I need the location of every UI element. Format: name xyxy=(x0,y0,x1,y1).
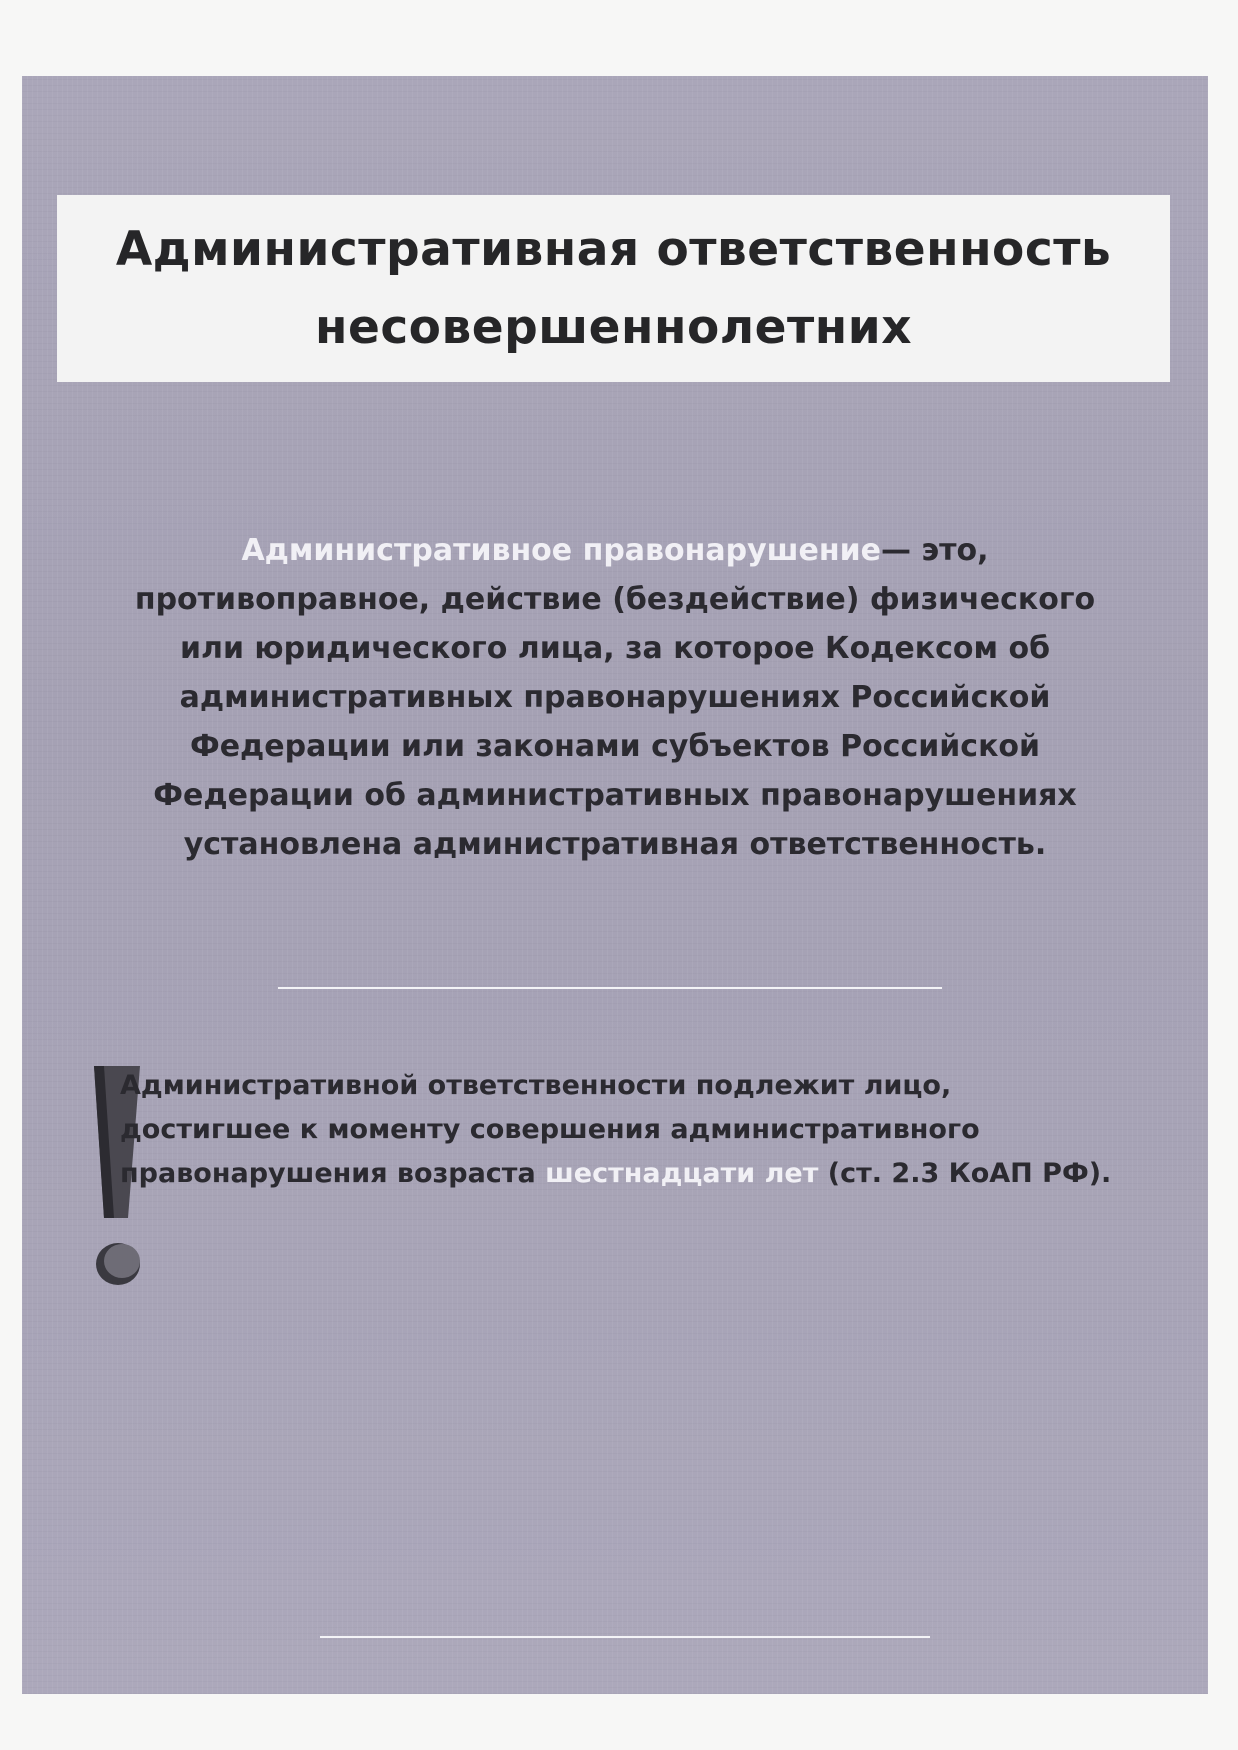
definition-paragraph xyxy=(62,526,1168,869)
definition-line-6: Федерации об административных правонарушениях xyxy=(153,778,1077,813)
definition-line-1-rest: — это, xyxy=(880,533,989,568)
note-line-3-end: (ст. 2.3 КоАП РФ). xyxy=(818,1158,1112,1189)
note-line-3-start: правонарушения возраста xyxy=(120,1158,546,1189)
note-line-3 xyxy=(120,1152,1180,1196)
age-note xyxy=(120,1064,1180,1196)
definition-line-1 xyxy=(62,526,1168,575)
note-line-1: Административной ответственности подлежит лицо, xyxy=(120,1070,952,1101)
definition-line-3: или юридического лица, за которое Кодексом об xyxy=(179,631,1051,666)
note-line-2: достигшее к моменту совершения административного xyxy=(120,1114,980,1145)
title-banner xyxy=(57,195,1170,382)
title-line-2: несовершеннолетних xyxy=(314,299,913,355)
poster xyxy=(22,76,1208,1694)
title-line-1: Административная ответственность xyxy=(115,221,1112,277)
definition-line-5: Федерации или законами субъектов Российской xyxy=(189,729,1041,764)
divider-bottom xyxy=(320,1636,930,1638)
definition-line-2: противоправное, действие (бездействие) физического xyxy=(134,582,1096,617)
definition-line-4: административных правонарушениях Российской xyxy=(179,680,1051,715)
note-age-highlight: шестнадцати лет xyxy=(545,1158,819,1189)
definition-term: Административное правонарушение xyxy=(241,533,881,568)
divider-top xyxy=(278,987,942,989)
definition-line-7: установлена административная ответственность. xyxy=(183,827,1047,862)
